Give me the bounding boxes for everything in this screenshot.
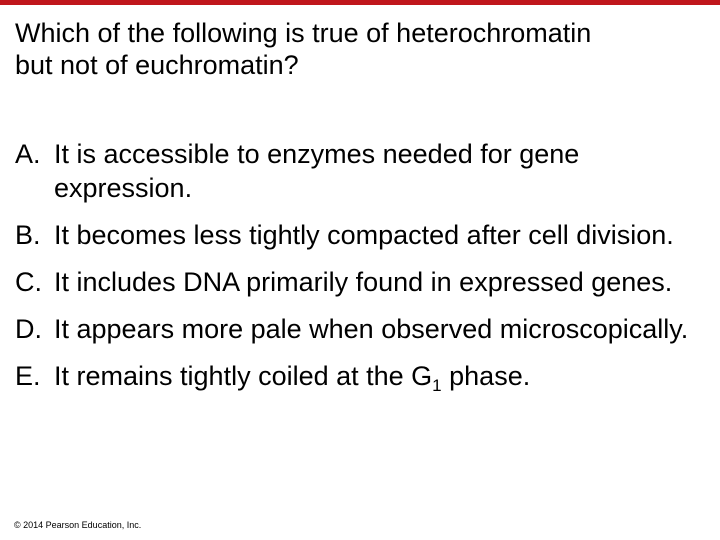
top-accent-bar bbox=[0, 0, 720, 5]
option-letter: E. bbox=[15, 361, 41, 391]
question-line-1: Which of the following is true of heterochromatin bbox=[15, 18, 592, 48]
option-text: It includes DNA primarily found in expressed genes. bbox=[54, 267, 673, 297]
option-text-after: phase. bbox=[441, 361, 531, 391]
option-text: It becomes less tightly compacted after cell division. bbox=[54, 220, 674, 250]
option-text: It is accessible to enzymes needed for gene expression. bbox=[54, 139, 580, 203]
option-c bbox=[15, 265, 705, 299]
option-text bbox=[54, 361, 531, 395]
option-text-before: It remains tightly coiled at the G bbox=[54, 361, 433, 391]
answer-options-list bbox=[15, 137, 705, 406]
option-d bbox=[15, 312, 705, 346]
option-letter: A. bbox=[15, 139, 41, 169]
option-e bbox=[15, 359, 705, 393]
option-text: It appears more pale when observed microscopically. bbox=[54, 314, 689, 344]
question-line-2: but not of euchromatin? bbox=[15, 50, 299, 80]
option-letter: D. bbox=[15, 314, 42, 344]
option-b bbox=[15, 218, 705, 252]
copyright-notice: © 2014 Pearson Education, Inc. bbox=[14, 520, 142, 530]
option-a bbox=[15, 137, 705, 205]
option-letter: B. bbox=[15, 220, 41, 250]
question-text bbox=[15, 17, 705, 81]
option-subscript: 1 bbox=[432, 376, 442, 395]
option-letter: C. bbox=[15, 267, 42, 297]
